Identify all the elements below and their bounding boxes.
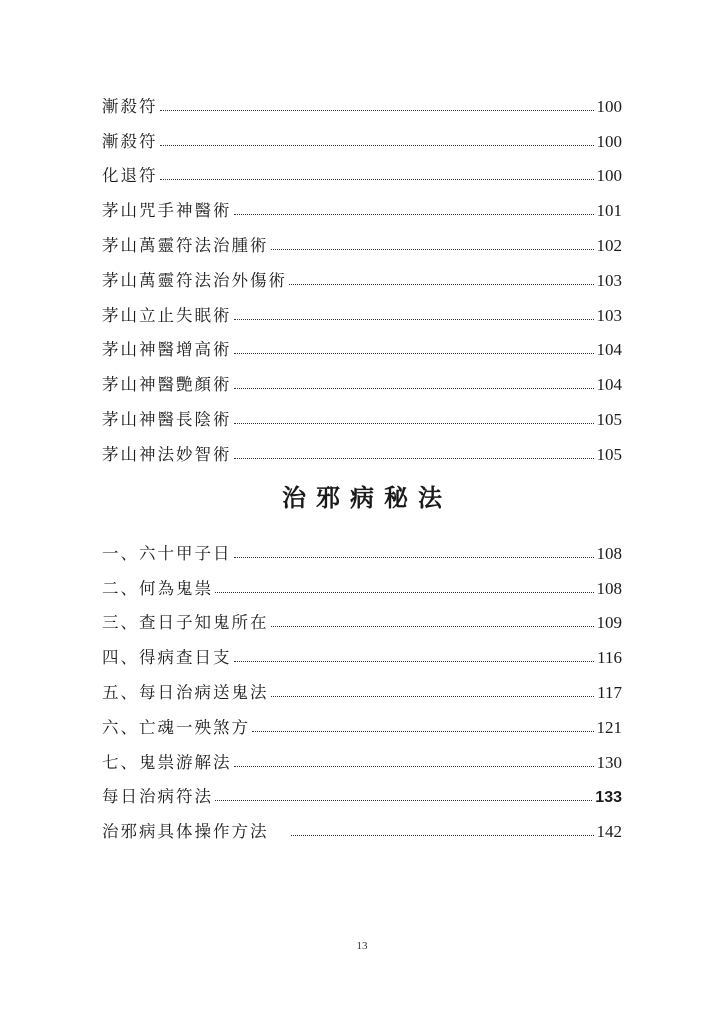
toc-entry-title: 七、鬼祟游解法 xyxy=(102,752,232,772)
leader-dots xyxy=(234,423,594,424)
toc-entry[interactable] xyxy=(102,291,622,326)
toc-entry-page: 104 xyxy=(596,375,622,395)
toc-entry-page: 117 xyxy=(597,682,622,702)
toc-entry[interactable] xyxy=(102,738,622,773)
toc-entry-title: 茅山神醫艷顏術 xyxy=(102,375,232,395)
toc-entry[interactable] xyxy=(102,395,622,430)
toc-entry-title: 漸殺符 xyxy=(102,96,158,116)
leader-dots xyxy=(215,592,594,593)
toc-entry-title: 每日治病符法 xyxy=(102,787,213,807)
leader-dots xyxy=(160,110,594,111)
toc-entry[interactable] xyxy=(102,564,622,599)
toc-entry[interactable] xyxy=(102,703,622,738)
toc-entry-page: 100 xyxy=(596,131,622,151)
toc-entry-title: 茅山萬靈符法治外傷術 xyxy=(102,270,287,290)
toc-entry[interactable] xyxy=(102,360,622,395)
leader-dots xyxy=(234,388,594,389)
toc-entry-page: 109 xyxy=(596,613,622,633)
toc-entry[interactable] xyxy=(102,326,622,361)
leader-dots xyxy=(215,800,592,801)
leader-dots xyxy=(160,145,594,146)
toc-entry-page: 133 xyxy=(595,789,622,807)
toc-entry[interactable] xyxy=(102,668,622,703)
leader-dots xyxy=(234,766,594,767)
toc-entry-title: 四、得病查日支 xyxy=(102,648,232,668)
toc-entry-page: 100 xyxy=(596,96,622,116)
toc-entry-page: 101 xyxy=(596,201,622,221)
toc-entry-title: 五、每日治病送鬼法 xyxy=(102,682,269,702)
toc-entry-page: 104 xyxy=(596,340,622,360)
toc-entry-title: 治邪病具体操作方法 xyxy=(102,822,269,842)
toc-entry-page: 105 xyxy=(596,409,622,429)
toc-entry-page: 103 xyxy=(596,305,622,325)
toc-entry-title: 一、六十甲子日 xyxy=(102,543,232,563)
toc-entry-page: 108 xyxy=(596,543,622,563)
leader-dots xyxy=(271,696,595,697)
toc-entry[interactable] xyxy=(102,773,622,808)
section-heading: 治邪病秘法 xyxy=(282,484,452,512)
toc-entry-page: 108 xyxy=(596,578,622,598)
toc-entry-page: 105 xyxy=(596,444,622,464)
leader-dots xyxy=(271,249,594,250)
toc-entry[interactable] xyxy=(102,430,622,465)
toc-entry[interactable] xyxy=(102,152,622,187)
leader-dots xyxy=(291,835,594,836)
toc-entry-page: 130 xyxy=(596,752,622,772)
toc-entry-title: 漸殺符 xyxy=(102,131,158,151)
page-number: 13 xyxy=(356,940,368,952)
toc-entry-title: 茅山立止失眠術 xyxy=(102,305,232,325)
toc-entry-title: 茅山萬靈符法治腫術 xyxy=(102,235,269,255)
toc-entry-page: 100 xyxy=(596,166,622,186)
toc-list-part1 xyxy=(102,82,622,465)
toc-entry[interactable] xyxy=(102,117,622,152)
toc-entry-page: 103 xyxy=(596,270,622,290)
leader-dots xyxy=(160,179,594,180)
toc-entry[interactable] xyxy=(102,633,622,668)
toc-list-part2 xyxy=(102,529,622,842)
toc-entry[interactable] xyxy=(102,256,622,291)
leader-dots xyxy=(271,626,594,627)
toc-entry[interactable] xyxy=(102,529,622,564)
toc-entry-title: 茅山神醫增高術 xyxy=(102,340,232,360)
leader-dots xyxy=(234,557,594,558)
toc-entry[interactable] xyxy=(102,82,622,117)
toc-entry-title: 茅山咒手神醫術 xyxy=(102,201,232,221)
toc-entry-page: 142 xyxy=(596,822,622,842)
leader-dots xyxy=(234,353,594,354)
toc-entry-page: 116 xyxy=(597,648,622,668)
toc-entry[interactable] xyxy=(102,599,622,634)
toc-entry[interactable] xyxy=(102,186,622,221)
toc-entry[interactable] xyxy=(102,807,622,842)
toc-entry-title: 茅山神醫長陰術 xyxy=(102,409,232,429)
toc-entry-title: 茅山神法妙智術 xyxy=(102,444,232,464)
toc-entry-title: 二、何為鬼祟 xyxy=(102,578,213,598)
leader-dots xyxy=(234,661,595,662)
toc-entry-page: 121 xyxy=(596,717,622,737)
toc-entry-title: 三、查日子知鬼所在 xyxy=(102,613,269,633)
leader-dots xyxy=(234,319,594,320)
toc-entry-title: 化退符 xyxy=(102,166,158,186)
leader-dots xyxy=(234,458,594,459)
leader-dots xyxy=(234,214,594,215)
leader-dots xyxy=(289,284,594,285)
leader-dots xyxy=(252,731,594,732)
toc-entry[interactable] xyxy=(102,221,622,256)
toc-entry-title: 六、亡魂一殃煞方 xyxy=(102,717,250,737)
toc-entry-page: 102 xyxy=(596,235,622,255)
